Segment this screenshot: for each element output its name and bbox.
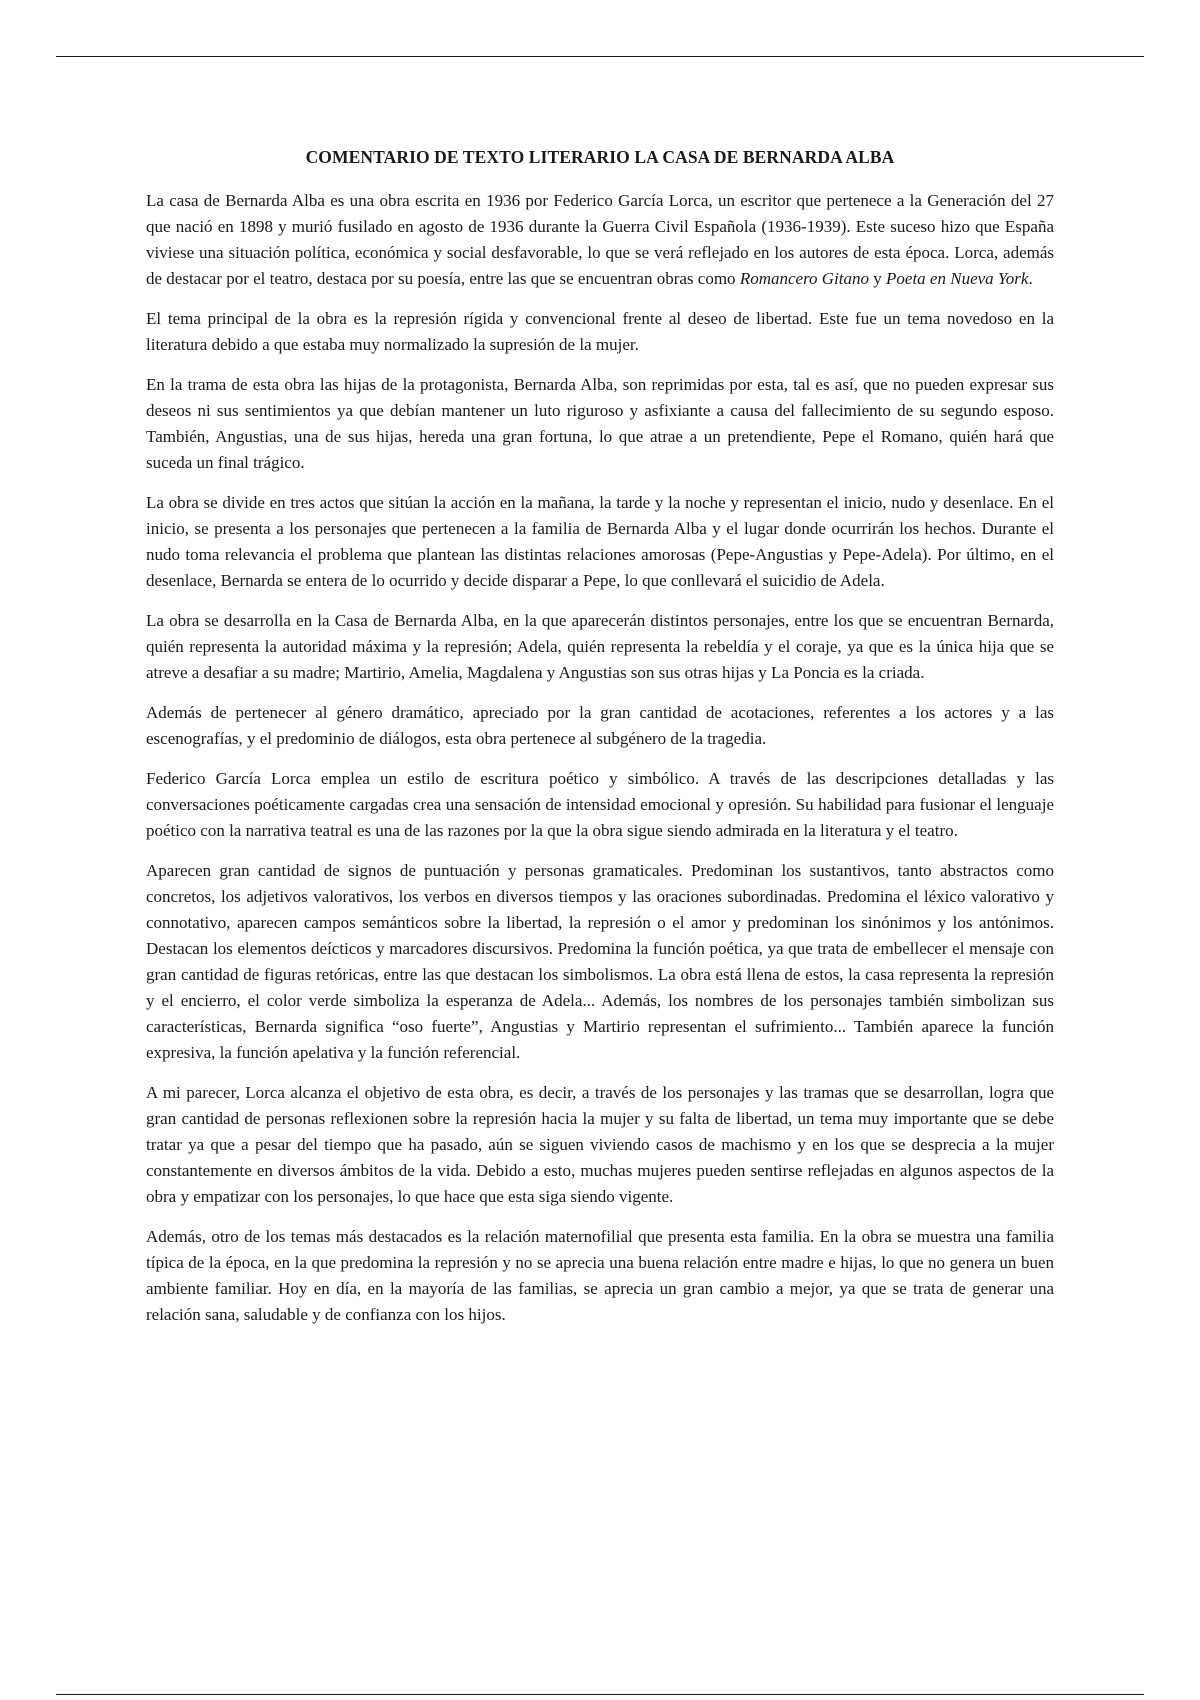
paragraph-style: Federico García Lorca emplea un estilo de escritura poético y simbólico. A través de las descripciones detalladas y las conversaciones poéticamente cargadas crea una sensación de intensidad emocional y opresión. Su habilidad para fusionar el lenguaje poético con la narrativa teatral es una de las razones por la que la obra sigue siendo admirada en la literatura y el teatro. (146, 769, 1054, 840)
work-title-romancero-gitano: Romancero Gitano (739, 269, 870, 288)
paragraph-theme: El tema principal de la obra es la represión rígida y convencional frente al deseo de libertad. Este fue un tema novedoso en la literatura debido a que estaba muy normalizado la supresión de la mujer. (146, 309, 1054, 354)
document-title: COMENTARIO DE TEXTO LITERARIO LA CASA DE BERNARDA ALBA (305, 147, 895, 167)
paragraph-family-relationship: Además, otro de los temas más destacados es la relación maternofilial que presenta esta familia. En la obra se muestra una familia típica de la época, en la que predomina la represión y no se aprecia una buena relación entre madre e hijas, lo que no genera un buen ambiente familiar. Hoy en día, en la mayoría de las familias, se aprecia un gran cambio a mejor, ya que se trata de generar una relación sana, saludable y de confianza con los hijos. (146, 1227, 1054, 1324)
bottom-rule (56, 1694, 1144, 1695)
document-page (146, 146, 1054, 1342)
paragraph-characters: La obra se desarrolla en la Casa de Bernarda Alba, en la que aparecerán distintos personajes, entre los que se encuentran Bernarda, quién representa la autoridad máxima y la represión; Adela, quién representa la rebeldía y el coraje, ya que es la única hija que se atreve a desafiar a su madre; Martirio, Amelia, Magdalena y Angustias son sus otras hijas y La Poncia es la criada. (146, 611, 1054, 682)
paragraph-text: La casa de Bernarda Alba es una obra escrita en 1936 por Federico García Lorca, un escritor que pertenece a la Generación del 27 que nació en 1898 y murió fusilado en agosto de 1936 durante la Guerra Civil Española (1936-1939). Este suceso hizo que España viviese una situación política, económica y social desfavorable, lo que se verá reflejado en los autores de esta época. Lorca, además de destacar por el teatro, destaca por su poesía, entre las que se encuentran obras como (146, 191, 1054, 288)
paragraph-genre: Además de pertenecer al género dramático, apreciado por la gran cantidad de acotaciones, referentes a los actores y a las escenografías, y el predominio de diálogos, esta obra pertenece al subgénero de la tragedia. (146, 703, 1054, 748)
paragraph-structure: La obra se divide en tres actos que sitúan la acción en la mañana, la tarde y la noche y representan el inicio, nudo y desenlace. En el inicio, se presenta a los personajes que pertenecen a la familia de Bernarda Alba y el lugar donde ocurrirán los hechos. Durante el nudo toma relevancia el problema que plantean las distintas relaciones amorosas (Pepe-Angustias y Pepe-Adela). Por último, en el desenlace, Bernarda se entera de lo ocurrido y decide disparar a Pepe, lo que conllevará el suicidio de Adela. (146, 493, 1054, 590)
paragraph-language-analysis: Aparecen gran cantidad de signos de puntuación y personas gramaticales. Predominan los sustantivos, tanto abstractos como concretos, los adjetivos valorativos, los verbos en diversos tiempos y las oraciones subordinadas. Predomina el léxico valorativo y connotativo, aparecen campos semánticos sobre la libertad, la represión o el amor y predominan los sinónimos y los antónimos. Destacan los elementos deícticos y marcadores discursivos. Predomina la función poética, ya que trata de embellecer el mensaje con gran cantidad de figuras retóricas, entre las que destacan los simbolismos. La obra está llena de estos, la casa representa la represión y el encierro, el color verde simboliza la esperanza de Adela... Además, los nombres de los personajes también simbolizan sus características, Bernarda significa “oso fuerte”, Angustias y Martirio representan el sufrimiento... También aparece la función expresiva, la función apelativa y la función referencial. (146, 861, 1054, 1062)
paragraph-plot: En la trama de esta obra las hijas de la protagonista, Bernarda Alba, son reprimidas por esta, tal es así, que no pueden expresar sus deseos ni sus sentimientos ya que debían mantener un luto riguroso y asfixiante a causa del fallecimiento de su segundo esposo. También, Angustias, una de sus hijas, hereda una gran fortuna, lo que atrae a un pretendiente, Pepe el Romano, quién hará que suceda un final trágico. (146, 375, 1054, 472)
paragraph-text: y (869, 269, 887, 288)
paragraph-text: . (1028, 269, 1033, 288)
paragraph-introduction (146, 188, 1054, 292)
work-title-poeta-en-nueva-york: Poeta en Nueva York (886, 269, 1029, 288)
top-rule (56, 56, 1144, 57)
paragraph-opinion: A mi parecer, Lorca alcanza el objetivo de esta obra, es decir, a través de los personajes y las tramas que se desarrollan, logra que gran cantidad de personas reflexionen sobre la represión hacia la mujer y su falta de libertad, un tema muy importante que se debe tratar ya que a pesar del tiempo que ha pasado, aún se siguen viviendo casos de machismo y en los que se desprecia a la mujer constantemente en diversos ámbitos de la vida. Debido a esto, muchas mujeres pueden sentirse reflejadas en algunos aspectos de la obra y empatizar con los personajes, lo que hace que esta siga siendo vigente. (146, 1083, 1054, 1206)
